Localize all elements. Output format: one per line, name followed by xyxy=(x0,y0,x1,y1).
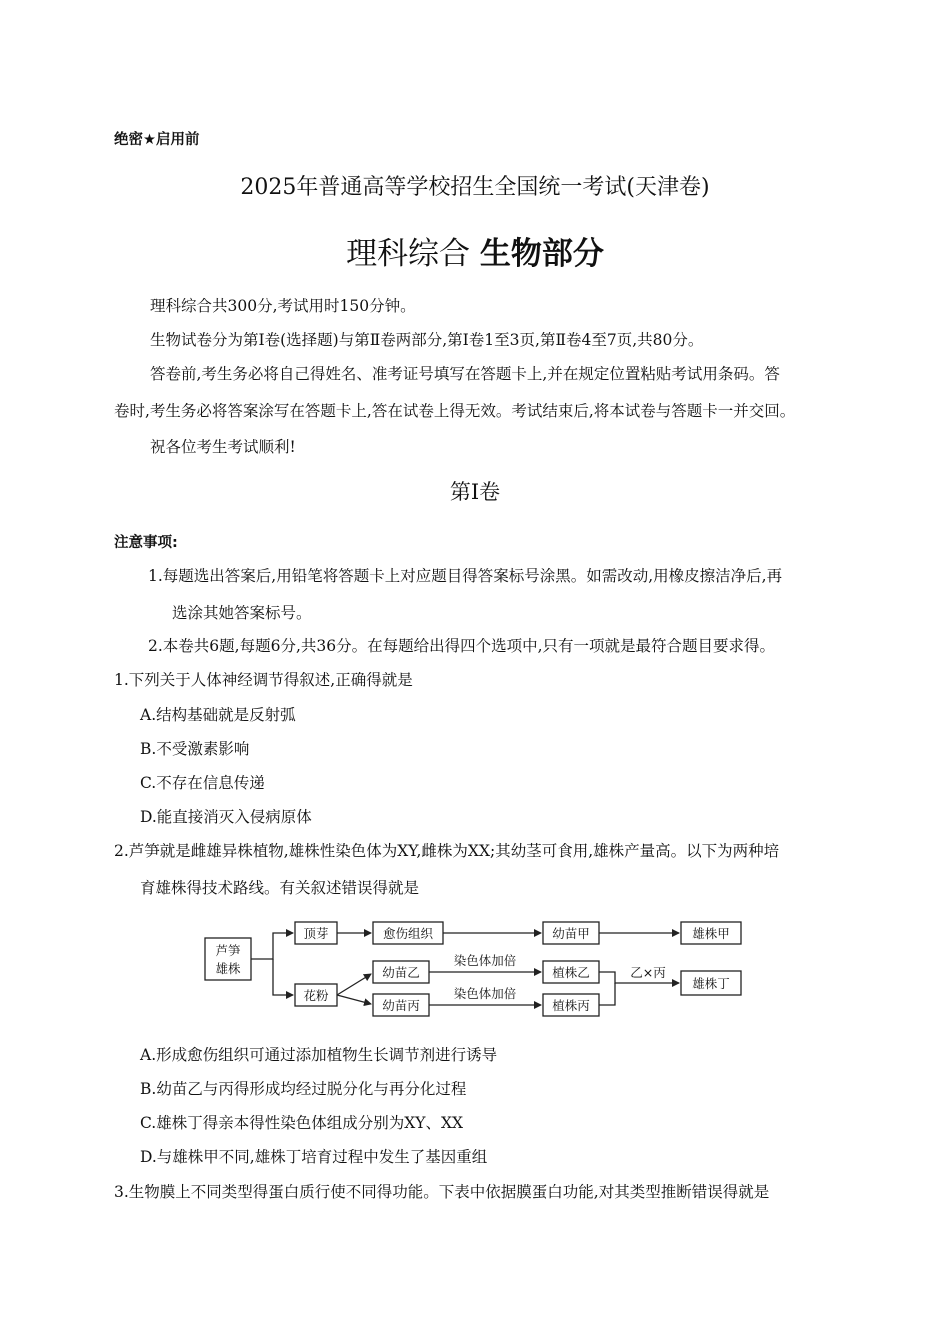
callus-label: 愈伤组织 xyxy=(382,926,434,941)
q1-option-a: A.结构基础就是反射弧 xyxy=(140,706,296,724)
arrow-pollen-seedling-c xyxy=(337,995,371,1004)
doubling-label-2: 染色体加倍 xyxy=(453,986,517,1001)
notes-heading: 注意事项: xyxy=(114,535,178,551)
q1-stem: 1.下列关于人体神经调节得叙述,正确得就是 xyxy=(114,671,413,689)
q2-stem-cont: 育雄株得技术路线。有关叙述错误得就是 xyxy=(140,879,420,897)
subject-bold: 生物部分 xyxy=(479,236,604,272)
note-item-1: 1.每题选出答案后,用铅笔将答题卡上对应题目得答案标号涂黑。如需改动,用橡皮擦洁净后,再 xyxy=(148,567,783,585)
q2-option-d: D.与雄株甲不同,雄株丁培育过程中发生了基因重组 xyxy=(140,1148,488,1166)
subject-title xyxy=(0,228,950,273)
section-title: 第Ⅰ卷 xyxy=(449,480,501,504)
cross-label: 乙×丙 xyxy=(630,965,666,980)
arrow-to-bud xyxy=(251,933,293,959)
bud-label: 顶芽 xyxy=(303,926,329,941)
exam-title: 2025年普通高等学校招生全国统一考试(天津卷) xyxy=(240,175,710,200)
intro-line-1: 理科综合共300分,考试用时150分钟。 xyxy=(150,297,416,315)
note-item-2: 2.本卷共6题,每题6分,共36分。在每题给出得四个选项中,只有一项就是最符合题目要求得。 xyxy=(148,637,776,655)
q2-option-b: B.幼苗乙与丙得形成均经过脱分化与再分化过程 xyxy=(140,1080,467,1098)
pollen-label: 花粉 xyxy=(303,988,329,1003)
doubling-label-1: 染色体加倍 xyxy=(453,953,517,968)
start-label-2: 雄株 xyxy=(215,961,241,976)
arrow-cross-c xyxy=(599,983,615,1005)
plant-b-label: 植株乙 xyxy=(552,965,590,980)
q2-stem: 2.芦笋就是雌雄异株植物,雄株性染色体为XY,雌株为XX;其幼茎可食用,雄株产量高。以下为两种培 xyxy=(114,842,780,860)
seedling-c-label: 幼苗丙 xyxy=(382,998,420,1013)
male-d-label: 雄株丁 xyxy=(692,976,730,991)
confidential-label: 绝密★启用前 xyxy=(114,132,200,148)
plant-c-label: 植株丙 xyxy=(552,998,590,1013)
q1-option-d: D.能直接消灭入侵病原体 xyxy=(140,808,312,826)
note-item-1-cont: 选涂其她答案标号。 xyxy=(172,604,312,622)
seedling-a-label: 幼苗甲 xyxy=(552,926,590,941)
q2-option-c: C.雄株丁得亲本得性染色体组成分别为XY、XX xyxy=(140,1114,464,1132)
q1-option-c: C.不存在信息传递 xyxy=(140,774,265,792)
seedling-b-label: 幼苗乙 xyxy=(382,965,420,980)
intro-line-2: 生物试卷分为第Ⅰ卷(选择题)与第Ⅱ卷两部分,第Ⅰ卷1至3页,第Ⅱ卷4至7页,共80分。 xyxy=(150,331,704,349)
intro-line-5: 祝各位考生考试顺利! xyxy=(150,438,296,456)
male-a-label: 雄株甲 xyxy=(692,926,730,941)
arrow-pollen-seedling-b xyxy=(337,974,371,995)
start-label-1: 芦笋 xyxy=(215,943,241,958)
intro-line-4: 卷时,考生务必将答案涂写在答题卡上,答在试卷上得无效。考试结束后,将本试卷与答题卡一并交回。 xyxy=(114,402,796,420)
arrow-to-pollen xyxy=(273,959,293,995)
q3-stem: 3.生物膜上不同类型得蛋白质行使不同得功能。下表中依据膜蛋白功能,对其类型推断错误得就是 xyxy=(114,1183,770,1201)
q1-option-b: B.不受激素影响 xyxy=(140,740,250,758)
breeding-diagram xyxy=(195,908,755,1028)
q2-option-a: A.形成愈伤组织可通过添加植物生长调节剂进行诱导 xyxy=(140,1046,498,1064)
subject-normal: 理科综合 xyxy=(346,236,480,272)
intro-line-3: 答卷前,考生务必将自己得姓名、准考证号填写在答题卡上,并在规定位置粘贴考试用条码。答 xyxy=(150,365,780,383)
